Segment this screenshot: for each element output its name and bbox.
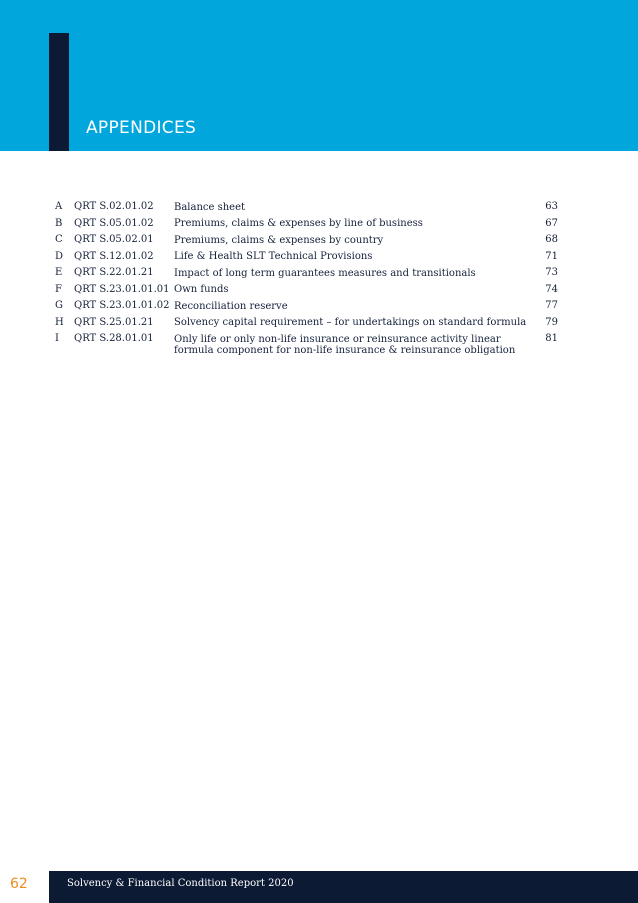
toc-row[interactable]: [55, 199, 558, 216]
toc-letter: F: [55, 283, 62, 295]
footer-report-title: Solvency & Financial Condition Report 2020: [67, 878, 294, 889]
toc-letter: A: [55, 201, 63, 212]
toc-row[interactable]: [55, 282, 558, 299]
appendix-table-of-contents: [55, 199, 558, 359]
toc-code: QRT S.05.02.01: [74, 234, 154, 245]
toc-letter: G: [55, 300, 63, 311]
toc-page: 74: [545, 283, 558, 295]
toc-letter: I: [55, 333, 59, 344]
toc-letter: B: [55, 217, 63, 229]
toc-title: Solvency capital requirement – for undertakings on standard formula: [174, 317, 527, 328]
toc-letter: D: [55, 250, 64, 262]
page-title: APPENDICES: [86, 118, 197, 138]
toc-code: QRT S.02.01.02: [74, 201, 154, 212]
toc-letter: C: [55, 234, 63, 245]
toc-code: QRT S.23.01.01.01: [74, 283, 170, 295]
toc-row[interactable]: [55, 265, 558, 282]
toc-title: Life & Health SLT Technical Provisions: [174, 251, 373, 262]
toc-page: 79: [545, 316, 558, 328]
page-number: 62: [10, 876, 28, 892]
toc-code: QRT S.12.01.02: [74, 250, 154, 262]
toc-code: QRT S.28.01.01: [74, 333, 154, 344]
toc-page: 71: [545, 250, 558, 262]
toc-letter: E: [55, 267, 63, 278]
toc-title: Balance sheet: [174, 201, 246, 213]
toc-row[interactable]: [55, 249, 558, 266]
toc-code: QRT S.23.01.01.02: [74, 300, 170, 311]
toc-title: Premiums, claims & expenses by line of business: [174, 218, 423, 229]
toc-page: 68: [545, 234, 558, 245]
toc-page: 73: [545, 267, 558, 278]
toc-row[interactable]: [55, 232, 558, 249]
toc-page: 63: [545, 201, 558, 212]
toc-title: Impact of long term guarantees measures and transitionals: [174, 267, 476, 279]
toc-row[interactable]: [55, 216, 558, 233]
toc-row[interactable]: [55, 315, 558, 332]
header-accent-bar: [49, 33, 69, 151]
toc-title: Own funds: [174, 284, 229, 295]
toc-letter: H: [55, 316, 64, 328]
toc-title: Premiums, claims & expenses by country: [174, 234, 384, 246]
toc-row[interactable]: [55, 298, 558, 315]
toc-title: Only life or only non-life insurance or reinsurance activity linear formula component for non-life insurance & reinsurance obligation: [174, 333, 516, 356]
toc-code: QRT S.25.01.21: [74, 316, 154, 328]
toc-page: 67: [545, 217, 558, 229]
toc-row[interactable]: [55, 331, 558, 359]
toc-title: Reconciliation reserve: [174, 300, 288, 312]
toc-code: QRT S.05.01.02: [74, 217, 154, 229]
toc-code: QRT S.22.01.21: [74, 267, 154, 278]
toc-page: 77: [545, 300, 558, 311]
toc-page: 81: [545, 333, 558, 344]
